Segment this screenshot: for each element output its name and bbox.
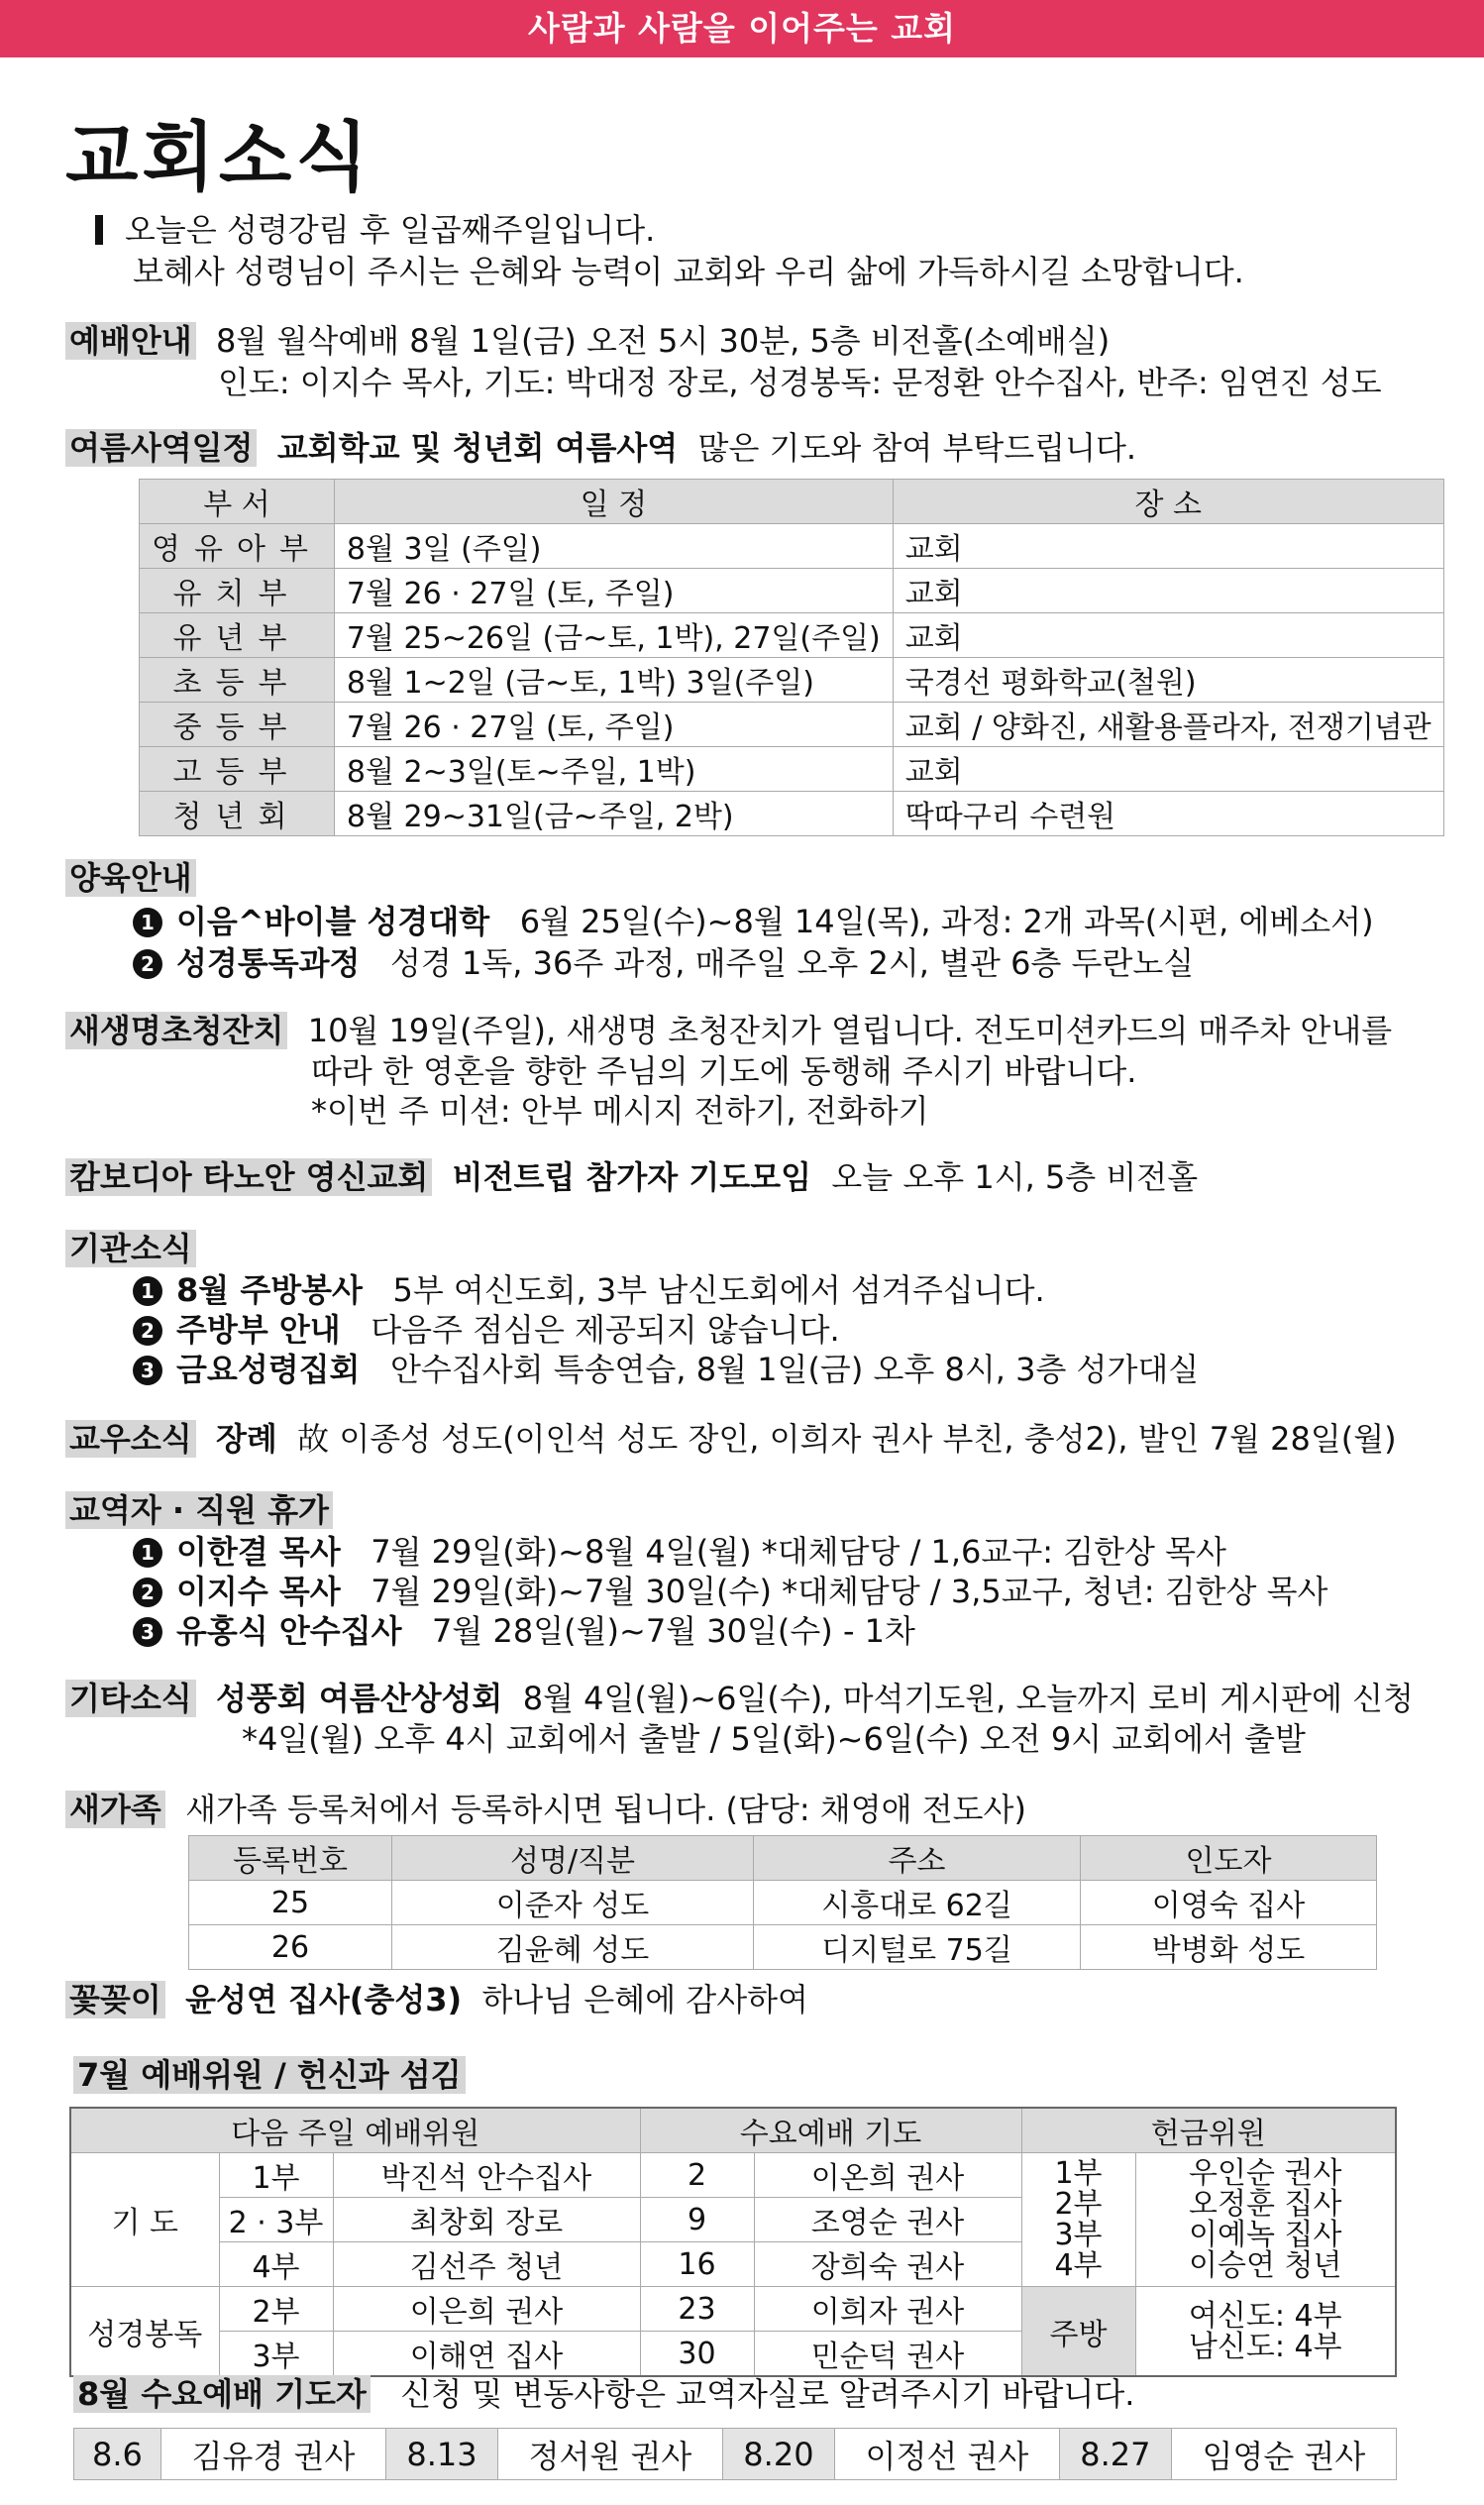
table-row: 2 · 3부 최창회 장로 9 조영순 권사 [70, 2198, 1396, 2242]
table-header: 부 서 [140, 480, 335, 524]
page-title: 교회소식 [65, 113, 372, 201]
education-item-2: 2 성경통독과정 성경 1독, 36주 과정, 매주일 오후 2시, 별관 6층 두란노실 [133, 943, 1194, 983]
reading-label: 성경봉독 [70, 2287, 219, 2377]
cambodia-label: 캄보디아 타노안 영신교회 [65, 1158, 432, 1196]
table-header: 일 정 [334, 480, 893, 524]
members-label: 교우소식 [65, 1420, 196, 1458]
orgs-item-3: 3 금요성령집회 안수집사회 특송연습, 8월 1일(금) 오후 8시, 3층 성가대실 [133, 1350, 1199, 1389]
newlife-line-1: 새생명초청잔치 10월 19일(주일), 새생명 초청잔치가 열립니다. 전도미션카드의 매주차 안내를 [65, 1011, 1392, 1050]
table-row: 청년회 8월 29~31일(금~주일, 2박) 딱따구리 수련원 [140, 792, 1444, 836]
prayer-label: 기 도 [70, 2153, 219, 2287]
kitchen-values: 여신도: 4부 남신도: 4부 [1135, 2287, 1396, 2377]
orgs-item-1: 1 8월 주방봉사 5부 여신도회, 3부 남신도회에서 섬겨주십니다. [133, 1270, 1045, 1310]
offering-names: 우인순 권사 오정훈 집사 이예녹 집사 이승연 청년 [1135, 2153, 1396, 2287]
table-header: 성명/직분 [392, 1836, 754, 1881]
vacation-item-2: 2 이지수 목사 7월 29일(화)~7월 30일(수) *대체담당 / 3,5교구, 청년: 김한상 목사 [133, 1572, 1327, 1611]
offering-parts: 1부 2부 3부 4부 [1021, 2153, 1135, 2287]
table-row: 고등부 8월 2~3일(토~주일, 1박) 교회 [140, 747, 1444, 792]
wedprayer-line: 8월 수요예배 기도자 신청 및 변동사항은 교역자실로 알려주시기 바랍니다. [73, 2374, 1134, 2414]
intro-line-1: 오늘은 성령강림 후 일곱째주일입니다. [95, 210, 655, 250]
number-bullet: 2 [133, 949, 162, 979]
number-bullet: 2 [133, 1316, 162, 1346]
table-header: 인도자 [1081, 1836, 1377, 1881]
number-bullet: 3 [133, 1356, 162, 1385]
table-row: 기 도 1부 박진석 안수집사 2 이온희 권사 1부 2부 3부 4부 우인순 권사 오정훈 집사 이예녹 집사 이승연 청년 [70, 2153, 1396, 2198]
table-header: 장 소 [893, 480, 1443, 524]
flowers-line: 꽃꽂이 윤성연 집사(충성3) 하나님 은혜에 감사하여 [65, 1980, 808, 2019]
table-row: 성경봉독 2부 이은희 권사 23 이희자 권사 주방 여신도: 4부 남신도: 4부 [70, 2287, 1396, 2332]
number-bullet: 2 [133, 1578, 162, 1607]
bar-marker [95, 215, 103, 245]
table-row: 3부 이해연 집사 30 민순덕 권사 [70, 2332, 1396, 2377]
table-row: 4부 김선주 청년 16 장희숙 권사 [70, 2242, 1396, 2287]
vacation-item-3: 3 유홍식 안수집사 7월 28일(월)~7월 30일(수) - 1차 [133, 1611, 915, 1651]
duty-table [69, 2107, 1397, 2377]
number-bullet: 1 [133, 1538, 162, 1568]
summer-table [139, 479, 1444, 836]
banner: 사람과 사람을 이어주는 교회 [0, 0, 1484, 57]
table-row: 초등부 8월 1~2일 (금~토, 1박) 3일(주일) 국경선 평화학교(철원) [140, 658, 1444, 703]
table-row: 중등부 7월 26 · 27일 (토, 주일) 교회 / 양화진, 새활용플라자, 전쟁기념관 [140, 703, 1444, 747]
table-row: 8.6 김유경 권사 8.13 정서원 권사 8.20 이정선 권사 8.27 임영순 권사 [74, 2429, 1397, 2480]
table-header: 수요예배 기도 [640, 2108, 1021, 2153]
wedprayer-table [73, 2428, 1397, 2480]
worship-line-1: 예배안내 8월 월삭예배 8월 1일(금) 오전 5시 30분, 5층 비전홀(소예배실) [65, 321, 1110, 361]
number-bullet: 1 [133, 1276, 162, 1306]
orgs-label: 기관소식 [65, 1229, 196, 1268]
newlife-line-3: *이번 주 미션: 안부 메시지 전하기, 전화하기 [311, 1092, 929, 1130]
table-header: 등록번호 [189, 1836, 392, 1881]
table-header: 다음 주일 예배위원 [70, 2108, 640, 2153]
orgs-item-2: 2 주방부 안내 다음주 점심은 제공되지 않습니다. [133, 1310, 840, 1350]
education-item-1: 1 이음^바이블 성경대학 6월 25일(수)~8월 14일(목), 과정: 2개 과목(시편, 에베소서) [133, 902, 1374, 941]
newfamily-table [188, 1835, 1377, 1970]
newfamily-label: 새가족 [65, 1791, 165, 1828]
kitchen-label: 주방 [1021, 2287, 1135, 2377]
newfamily-line: 새가족 새가족 등록처에서 등록하시면 됩니다. (담당: 채영애 전도사) [65, 1790, 1026, 1829]
cambodia-line: 캄보디아 타노안 영신교회 비전트립 참가자 기도모임 오늘 오후 1시, 5층 비전홀 [65, 1157, 1198, 1197]
flowers-label: 꽃꽂이 [65, 1981, 165, 2018]
table-row: 유년부 7월 25~26일 (금~토, 1박), 27일(주일) 교회 [140, 613, 1444, 658]
number-bullet: 3 [133, 1617, 162, 1647]
summer-label: 여름사역일정 [65, 429, 257, 467]
worship-label: 예배안내 [65, 322, 196, 360]
etc-line-2: *4일(월) 오후 4시 교회에서 출발 / 5일(화)~6일(수) 오전 9시 교회에서 출발 [242, 1720, 1306, 1758]
intro-line-2: 보혜사 성령님이 주시는 은혜와 능력이 교회와 우리 삶에 가득하시길 소망합니다. [133, 253, 1244, 290]
worship-line-2: 인도: 이지수 목사, 기도: 박대정 장로, 성경봉독: 문정환 안수집사, 반주: 임연진 성도 [218, 364, 1382, 401]
newlife-line-2: 따라 한 영혼을 향한 주님의 기도에 동행해 주시기 바랍니다. [311, 1052, 1137, 1090]
summer-heading: 여름사역일정 교회학교 및 청년회 여름사역 많은 기도와 참여 부탁드립니다. [65, 428, 1136, 468]
vacation-label: 교역자 · 직원 휴가 [65, 1490, 333, 1530]
etc-line-1: 기타소식 성풍회 여름산상성회 8월 4일(월)~6일(수), 마석기도원, 오늘까지 로비 게시판에 신청 [65, 1679, 1414, 1718]
table-header: 주소 [754, 1836, 1081, 1881]
table-header: 헌금위원 [1021, 2108, 1396, 2153]
table-row: 26 김윤혜 성도 디지털로 75길 박병화 성도 [189, 1925, 1377, 1970]
education-label: 양육안내 [65, 858, 196, 898]
wedprayer-label: 8월 수요예배 기도자 [73, 2375, 371, 2413]
table-row: 영유아부 8월 3일 (주일) 교회 [140, 524, 1444, 569]
table-row: 유치부 7월 26 · 27일 (토, 주일) 교회 [140, 569, 1444, 613]
duty-label: 7월 예배위원 / 헌신과 섬김 [73, 2055, 466, 2095]
etc-label: 기타소식 [65, 1680, 196, 1717]
members-line: 교우소식 장례 故 이종성 성도(이인석 성도 장인, 이희자 권사 부친, 충성2), 발인 7월 28일(월) [65, 1419, 1397, 1459]
table-row: 25 이준자 성도 시흥대로 62길 이영숙 집사 [189, 1881, 1377, 1925]
vacation-item-1: 1 이한결 목사 7월 29일(화)~8월 4일(월) *대체담당 / 1,6교구: 김한상 목사 [133, 1532, 1226, 1572]
number-bullet: 1 [133, 908, 162, 937]
newlife-label: 새생명초청잔치 [65, 1012, 287, 1049]
